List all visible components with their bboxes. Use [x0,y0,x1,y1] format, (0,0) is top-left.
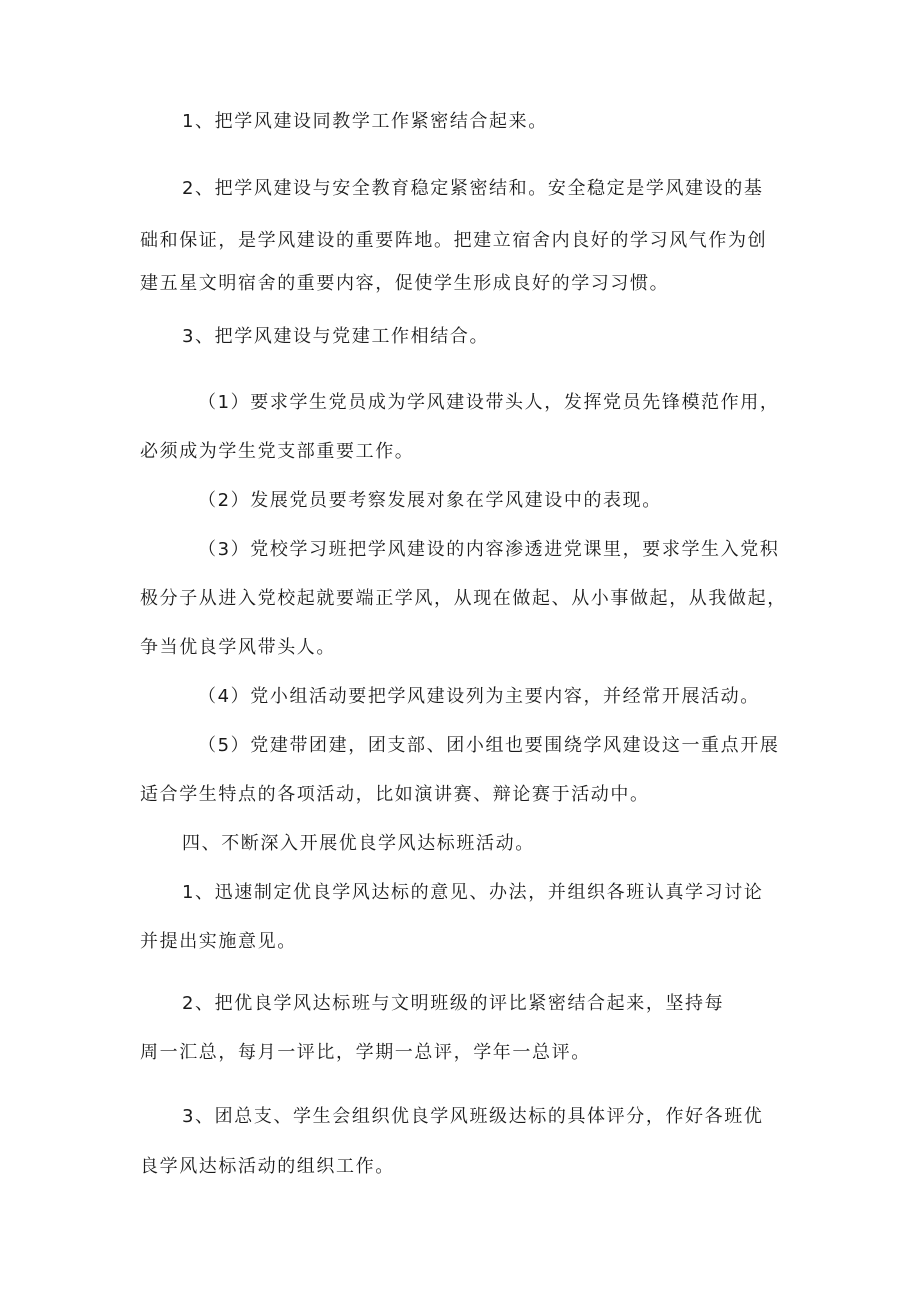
text-line: 良学风达标活动的组织工作。 [140,1156,395,1177]
text-line: 础和保证，是学风建设的重要阵地。把建立宿舍内良好的学习风气作为创 [140,230,768,251]
text-line: （4）党小组活动要把学风建设列为主要内容，并经常开展活动。 [198,686,760,707]
text-line: 适合学生特点的各项活动，比如演讲赛、辩论赛于活动中。 [140,784,650,805]
text-line: （1）要求学生党员成为学风建设带头人，发挥党员先锋模范作用， [198,392,780,413]
text-line: 并提出实施意见。 [140,931,297,952]
text-line: 1、把学风建设同教学工作紧密结合起来。 [182,111,548,132]
text-line: 3、团总支、学生会组织优良学风班级达标的具体评分，作好各班优 [182,1106,764,1127]
text-line: 四、不断深入开展优良学风达标班活动。 [182,833,535,854]
text-line: 极分子从进入党校起就要端正学风，从现在做起、从小事做起，从我做起， [140,588,787,609]
text-line: 2、把学风建设与安全教育稳定紧密结和。安全稳定是学风建设的基 [182,178,764,199]
text-line: （2）发展党员要考察发展对象在学风建设中的表现。 [198,490,662,511]
text-line: 2、把优良学风达标班与文明班级的评比紧密结合起来，坚持每 [182,993,725,1014]
text-line: 建五星文明宿舍的重要内容，促使学生形成良好的学习习惯。 [140,273,670,294]
text-line: 争当优良学风带头人。 [140,637,336,658]
text-line: 周一汇总，每月一评比，学期一总评，学年一总评。 [140,1042,591,1063]
text-line: （3）党校学习班把学风建设的内容渗透进党课里，要求学生入党积 [198,539,780,560]
text-line: 3、把学风建设与党建工作相结合。 [182,326,490,347]
text-line: （5）党建带团建，团支部、团小组也要围绕学风建设这一重点开展 [198,735,780,756]
text-line: 必须成为学生党支部重要工作。 [140,441,415,462]
text-line: 1、迅速制定优良学风达标的意见、办法，并组织各班认真学习讨论 [182,882,764,903]
